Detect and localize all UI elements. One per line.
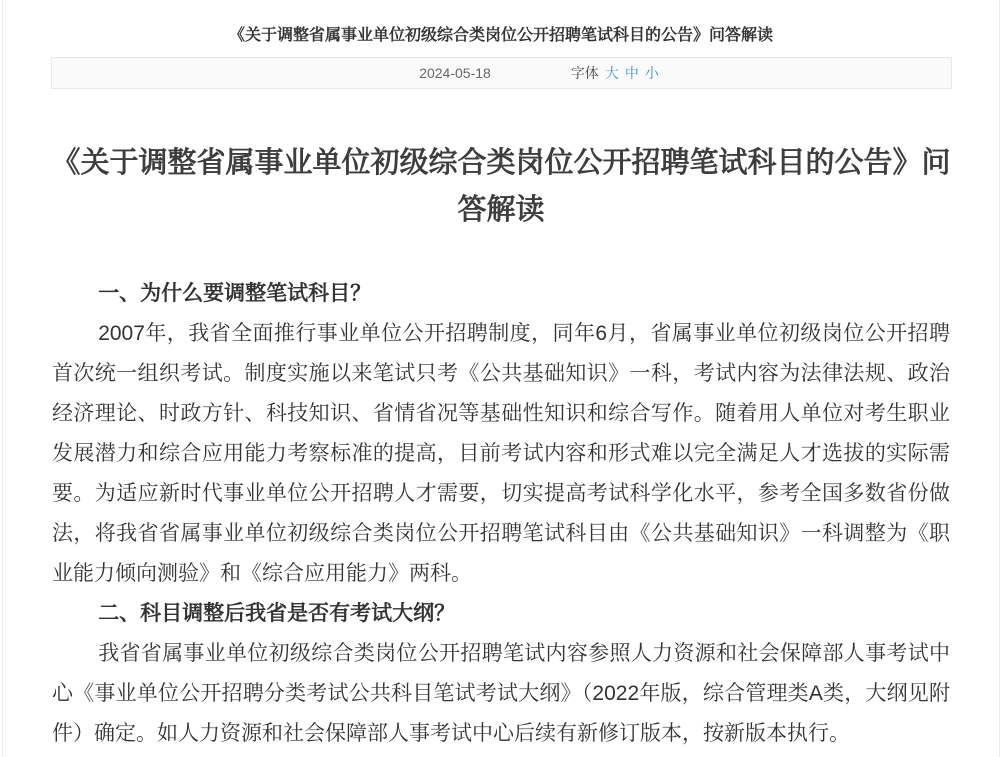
section-1-paragraph: 2007年，我省全面推行事业单位公开招聘制度，同年6月，省属事业单位初级岗位公开招聘首次统一组织考试。制度实施以来笔试只考《公共基础知识》一科，考试内容为法律法规、政治经济理论、时政方针、科技知识、省情省况等基础性知识和综合写作。随着用人单位对考生职业发展潜力和综合应用能力考察标准的提高，目前考试内容和形式难以完全满足人才选拔的实际需要。为适应新时代事业单位公开招聘人才需要，切实提高考试科学化水平，参考全国多数省份做法，将我省省属事业单位初级综合类岗位公开招聘笔试科目由《公共基础知识》一科调整为《职业能力倾向测验》和《综合应用能力》两科。 xyxy=(52,322,950,585)
font-size-medium-link[interactable]: 中 xyxy=(624,65,639,81)
font-size-large-link[interactable]: 大 xyxy=(604,65,619,81)
section-1-heading: 一、为什么要调整笔试科目？ xyxy=(98,282,372,305)
font-size-small-link[interactable]: 小 xyxy=(644,65,659,81)
meta-bar xyxy=(51,57,952,89)
article-top-title: 《关于调整省属事业单位初级综合类岗位公开招聘笔试科目的公告》问答解读 xyxy=(228,27,773,44)
article-body xyxy=(52,274,950,754)
section-2-paragraph: 我省省属事业单位初级综合类岗位公开招聘笔试内容参照人力资源和社会保障部人事考试中心《事业单位公开招聘分类考试公共科目笔试考试大纲》（2022年版，综合管理类A类，大纲见附件）确定。如人力资源和社会保障部人事考试中心后续有新修订版本，按新版本执行。 xyxy=(52,642,950,745)
font-size-label: 字体 xyxy=(570,65,599,81)
meta-bar-content xyxy=(419,63,659,83)
article-page xyxy=(2,0,1000,757)
article-heading: 《关于调整省属事业单位初级综合类岗位公开招聘笔试科目的公告》问答解读 xyxy=(51,147,951,226)
publish-date: 2024-05-18 xyxy=(419,65,491,81)
section-2-heading: 二、科目调整后我省是否有考试大纲？ xyxy=(98,602,456,625)
